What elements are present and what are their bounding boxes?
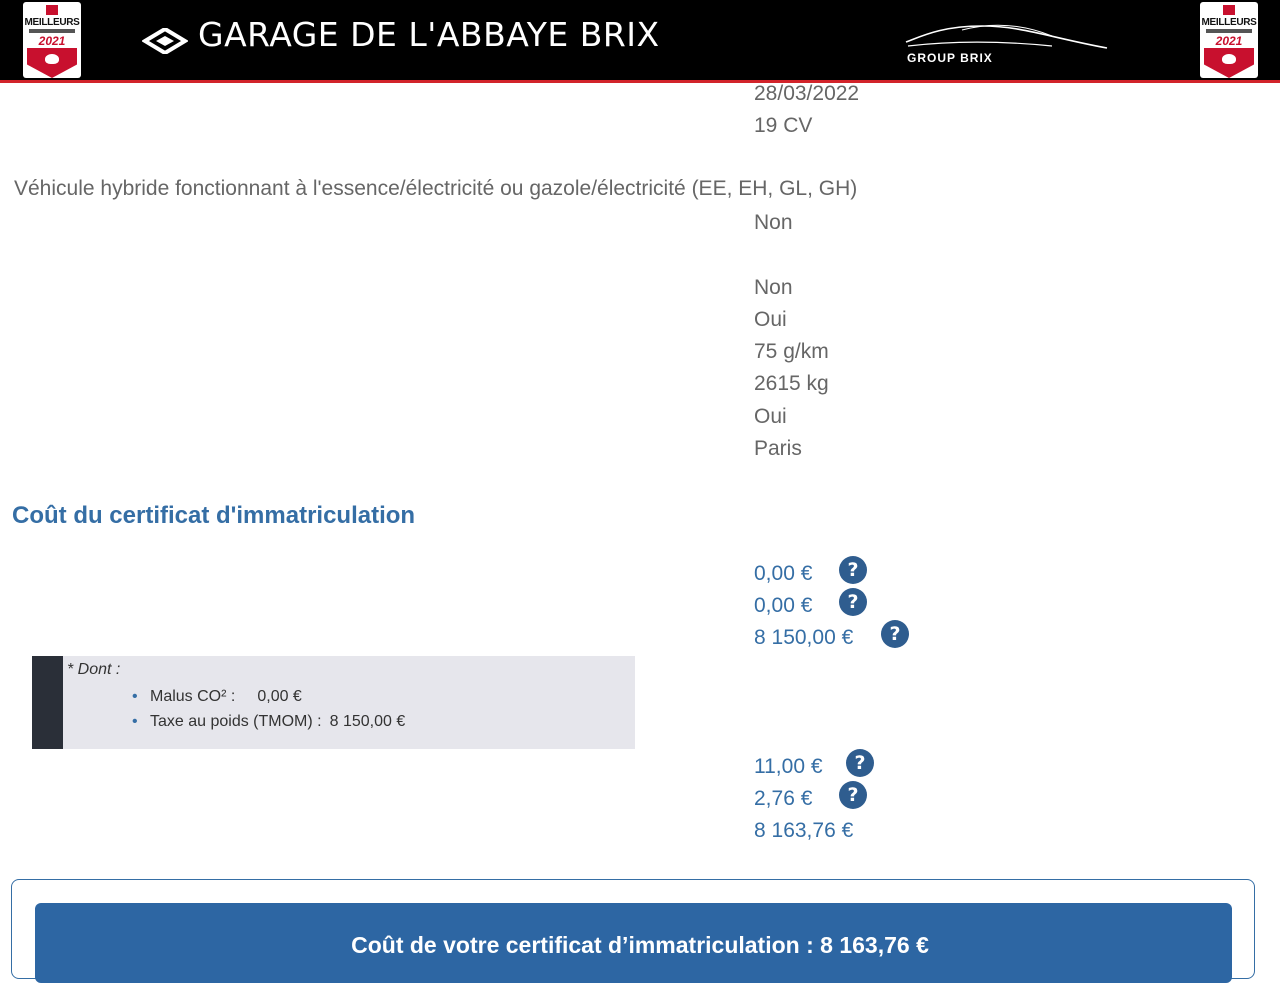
help-icon-y1[interactable]: ? [839, 556, 867, 584]
info-value: 2615 kg [754, 372, 829, 395]
info-value: Oui [754, 405, 787, 428]
detail-heading: * Dont : [67, 661, 121, 678]
info-value: Oui [754, 308, 787, 331]
total-text: Coût de votre certificat d’immatriculation : 8 163,76 € [351, 932, 929, 958]
group-name: GROUP BRIX [907, 51, 993, 65]
cost-value: 8 163,76 € [754, 819, 854, 842]
meilleurs-2021-badge-left: MEILLEURS 2021 [23, 2, 81, 78]
cost-value: 0,00 € [754, 594, 813, 617]
detail-item-value: 8 150,00 € [329, 713, 406, 730]
info-value: 19 CV [754, 114, 813, 137]
info-value: 28/03/2022 [754, 82, 860, 105]
energy-value: Véhicule hybride fonctionnant à l'essence/électricité ou gazole/électricité (EE, EH, GL, GH) [14, 177, 858, 200]
help-icon-y4[interactable]: ? [846, 749, 874, 777]
help-icon-y2[interactable]: ? [839, 588, 867, 616]
detail-item-malus [150, 684, 405, 709]
detail-item-label: Malus CO² : [150, 688, 236, 705]
detail-accent-bar [32, 656, 63, 749]
cost-value: 2,76 € [754, 787, 813, 810]
malus-detail-box [32, 656, 635, 749]
detail-list [132, 684, 405, 734]
car-silhouette-logo [902, 16, 1112, 56]
cost-value: 8 150,00 € [754, 626, 854, 649]
help-icon-y5[interactable]: ? [839, 781, 867, 809]
section-title: Coût du certificat d'immatriculation [12, 502, 416, 529]
help-icon-y3[interactable]: ? [881, 620, 909, 648]
cost-value: 11,00 € [754, 755, 823, 778]
detail-item-tmom [150, 709, 405, 734]
info-value: 75 g/km [754, 340, 829, 363]
renault-diamond-logo [142, 28, 188, 54]
info-value: Non [754, 276, 793, 299]
brand-name[interactable]: GARAGE DE L'ABBAYE BRIX [198, 15, 660, 54]
meilleurs-2021-badge-right: MEILLEURS 2021 [1200, 2, 1258, 78]
detail-item-label: Taxe au poids (TMOM) : [150, 713, 322, 730]
detail-item-value: 0,00 € [257, 688, 302, 705]
info-value: Non [754, 211, 793, 234]
info-value: Paris [754, 437, 802, 460]
site-header [0, 0, 1280, 83]
cost-value: 0,00 € [754, 562, 813, 585]
